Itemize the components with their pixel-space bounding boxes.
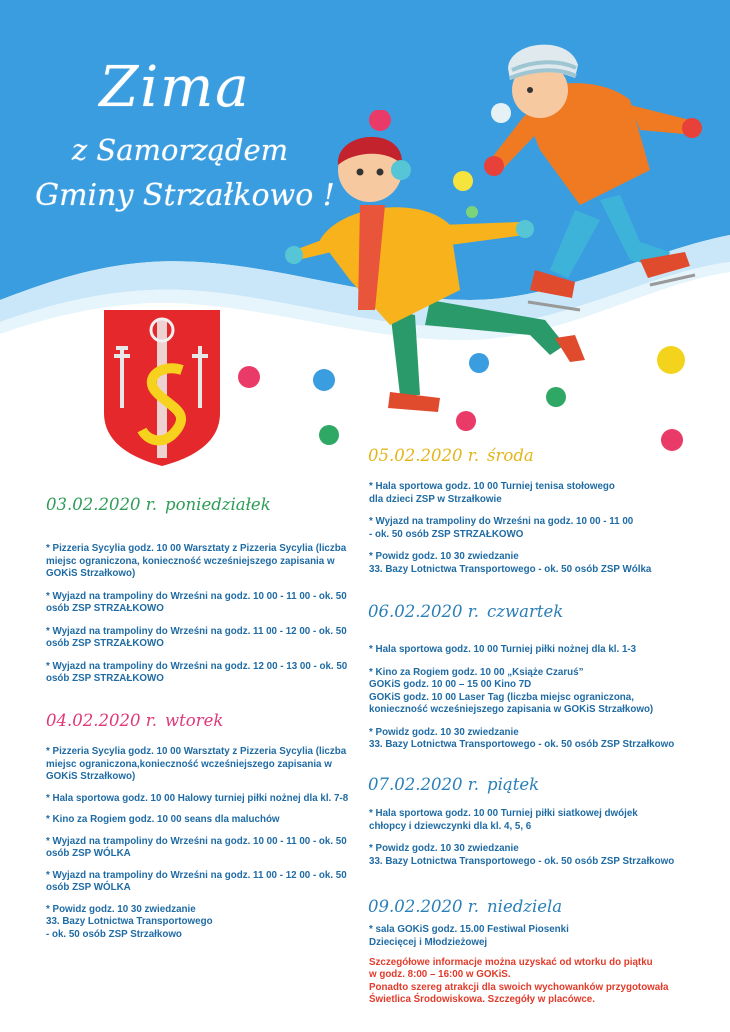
event-item: * Wyjazd na trampoliny do Wrześni na godz. 12 00 - 13 00 - ok. 50 osób ZSP STRZAŁKOWO: [46, 660, 348, 684]
decor-dot: [455, 410, 477, 432]
day-heading-monday: [46, 495, 271, 514]
event-item: * Wyjazd na trampoliny do Wrześni na godz. 10 00 - 11 00 - ok. 50 osób ZSP WÓLKA: [46, 835, 347, 859]
decor-dot: [660, 428, 684, 452]
wednesday-events: [369, 481, 729, 586]
day-heading-friday: [368, 775, 539, 794]
event-item: * sala GOKiS godz. 15.00 Festiwal Piosenki Dziecięcej i Młodzieżowej: [369, 924, 569, 948]
tuesday-events: [46, 746, 358, 950]
event-item: * Powidz godz. 10 30 zwiedzanie 33. Bazy Lotnictwa Transportowego - ok. 50 osób ZSP Strzałkowo: [369, 843, 675, 867]
event-item: * Powidz godz. 10 30 zwiedzanie 33. Bazy Lotnictwa Transportowego - ok. 50 osób ZSP Strzałkowo: [46, 903, 213, 940]
day-weekday: czwartek: [487, 602, 564, 621]
decor-dot: [465, 205, 479, 219]
event-item: * Powidz godz. 10 30 zwiedzanie 33. Bazy Lotnictwa Transportowego - ok. 50 osób ZSP Wólka: [369, 551, 652, 575]
friday-events: [369, 808, 729, 878]
decor-dot: [452, 170, 474, 192]
decor-dot: [490, 102, 512, 124]
day-weekday: piątek: [487, 775, 540, 794]
monday-events: [46, 543, 358, 696]
day-heading-thursday: [368, 602, 563, 621]
day-date: 07.02.2020 r.: [368, 775, 480, 794]
info-note-line: Świetlica Środowiskowa. Szczegóły w placówce.: [369, 994, 595, 1006]
event-item: * Pizzeria Sycylia godz. 10 00 Warsztaty z Pizzeria Sycylia (liczba miejsc ograniczona, konieczność wcześniejszego zapisania w GOKiS Strzałkowo): [46, 543, 347, 579]
decor-dot: [656, 345, 686, 375]
day-date: 09.02.2020 r.: [368, 897, 480, 916]
day-date: 03.02.2020 r.: [46, 495, 158, 514]
day-heading-wednesday: [368, 446, 534, 465]
title-line-gmina: Gminy Strzałkowo !: [35, 178, 335, 213]
day-date: 04.02.2020 r.: [46, 711, 158, 730]
day-heading-sunday: [368, 897, 562, 916]
info-note: [369, 957, 724, 1007]
decor-dot: [318, 424, 340, 446]
event-item: * Hala sportowa godz. 10 00 Halowy turniej piłki nożnej dla kl. 7-8: [46, 792, 349, 804]
title-line-samorzad: z Samorządem: [71, 133, 289, 167]
info-note-line: Szczegółowe informacje można uzyskać od wtorku do piątku: [369, 957, 653, 968]
sunday-events: [369, 924, 729, 959]
decor-dot: [545, 386, 567, 408]
day-date: 05.02.2020 r.: [368, 446, 480, 465]
decor-dot: [237, 365, 261, 389]
event-item: * Hala sportowa godz. 10 00 Turniej piłki nożnej dla kl. 1-3: [369, 644, 637, 655]
event-item: * Kino za Rogiem godz. 10 00 „Książe Czaruś” GOKiS godz. 10 00 – 15 00 Kino 7D GOKiS godz. 10 00 Laser Tag (liczba miejsc ograniczona, konieczność wcześniejszego zapisania w GOKiS Strzałkowo): [369, 666, 654, 715]
title-line-zima: Zima: [99, 55, 251, 120]
decor-dot: [312, 368, 336, 392]
info-note-line: w godz. 8:00 – 16:00 w GOKiS.: [369, 969, 511, 981]
event-item: * Hala sportowa godz. 10 00 Turniej tenisa stołowego dla dzieci ZSP w Strzałkowie: [369, 481, 615, 505]
day-date: 06.02.2020 r.: [368, 602, 480, 621]
day-weekday: wtorek: [165, 711, 224, 730]
event-item: * Wyjazd na trampoliny do Wrześni na godz. 10 00 - 11 00 - ok. 50 osób ZSP STRZAŁKOWO: [369, 516, 634, 540]
event-item: * Hala sportowa godz. 10 00 Turniej piłki siatkowej dwójek chłopcy i dziewczynki dla kl. 4, 5, 6: [369, 808, 638, 832]
decor-dot: [468, 352, 490, 374]
event-item: * Wyjazd na trampoliny do Wrześni na godz. 11 00 - 12 00 - ok. 50 osób ZSP WÓLKA: [46, 869, 347, 893]
event-item: * Pizzeria Sycylia godz. 10 00 Warsztaty z Pizzeria Sycylia (liczba miejsc ograniczona,konieczność wcześniejszego zapisania w GOKiS Strzałkowo): [46, 746, 347, 782]
event-item: * Wyjazd na trampoliny do Wrześni na godz. 10 00 - 11 00 - ok. 50 osób ZSP STRZAŁKOWO: [46, 590, 347, 614]
day-weekday: niedziela: [487, 897, 563, 916]
thursday-events: [369, 644, 729, 762]
day-weekday: poniedziałek: [165, 495, 271, 514]
event-item: * Powidz godz. 10 30 zwiedzanie 33. Bazy Lotnictwa Transportowego - ok. 50 osób ZSP Strzałkowo: [369, 726, 675, 750]
event-item: * Kino za Rogiem godz. 10 00 seans dla maluchów: [46, 814, 280, 825]
day-weekday: środa: [487, 446, 534, 465]
coat-of-arms: [102, 308, 222, 468]
info-note-line: Ponadto szereg atrakcji dla swoich wychowanków przygotowała: [369, 981, 669, 993]
day-heading-tuesday: [46, 711, 223, 730]
event-item: * Wyjazd na trampoliny do Wrześni na godz. 11 00 - 12 00 - ok. 50 osób ZSP STRZAŁKOWO: [46, 625, 347, 649]
